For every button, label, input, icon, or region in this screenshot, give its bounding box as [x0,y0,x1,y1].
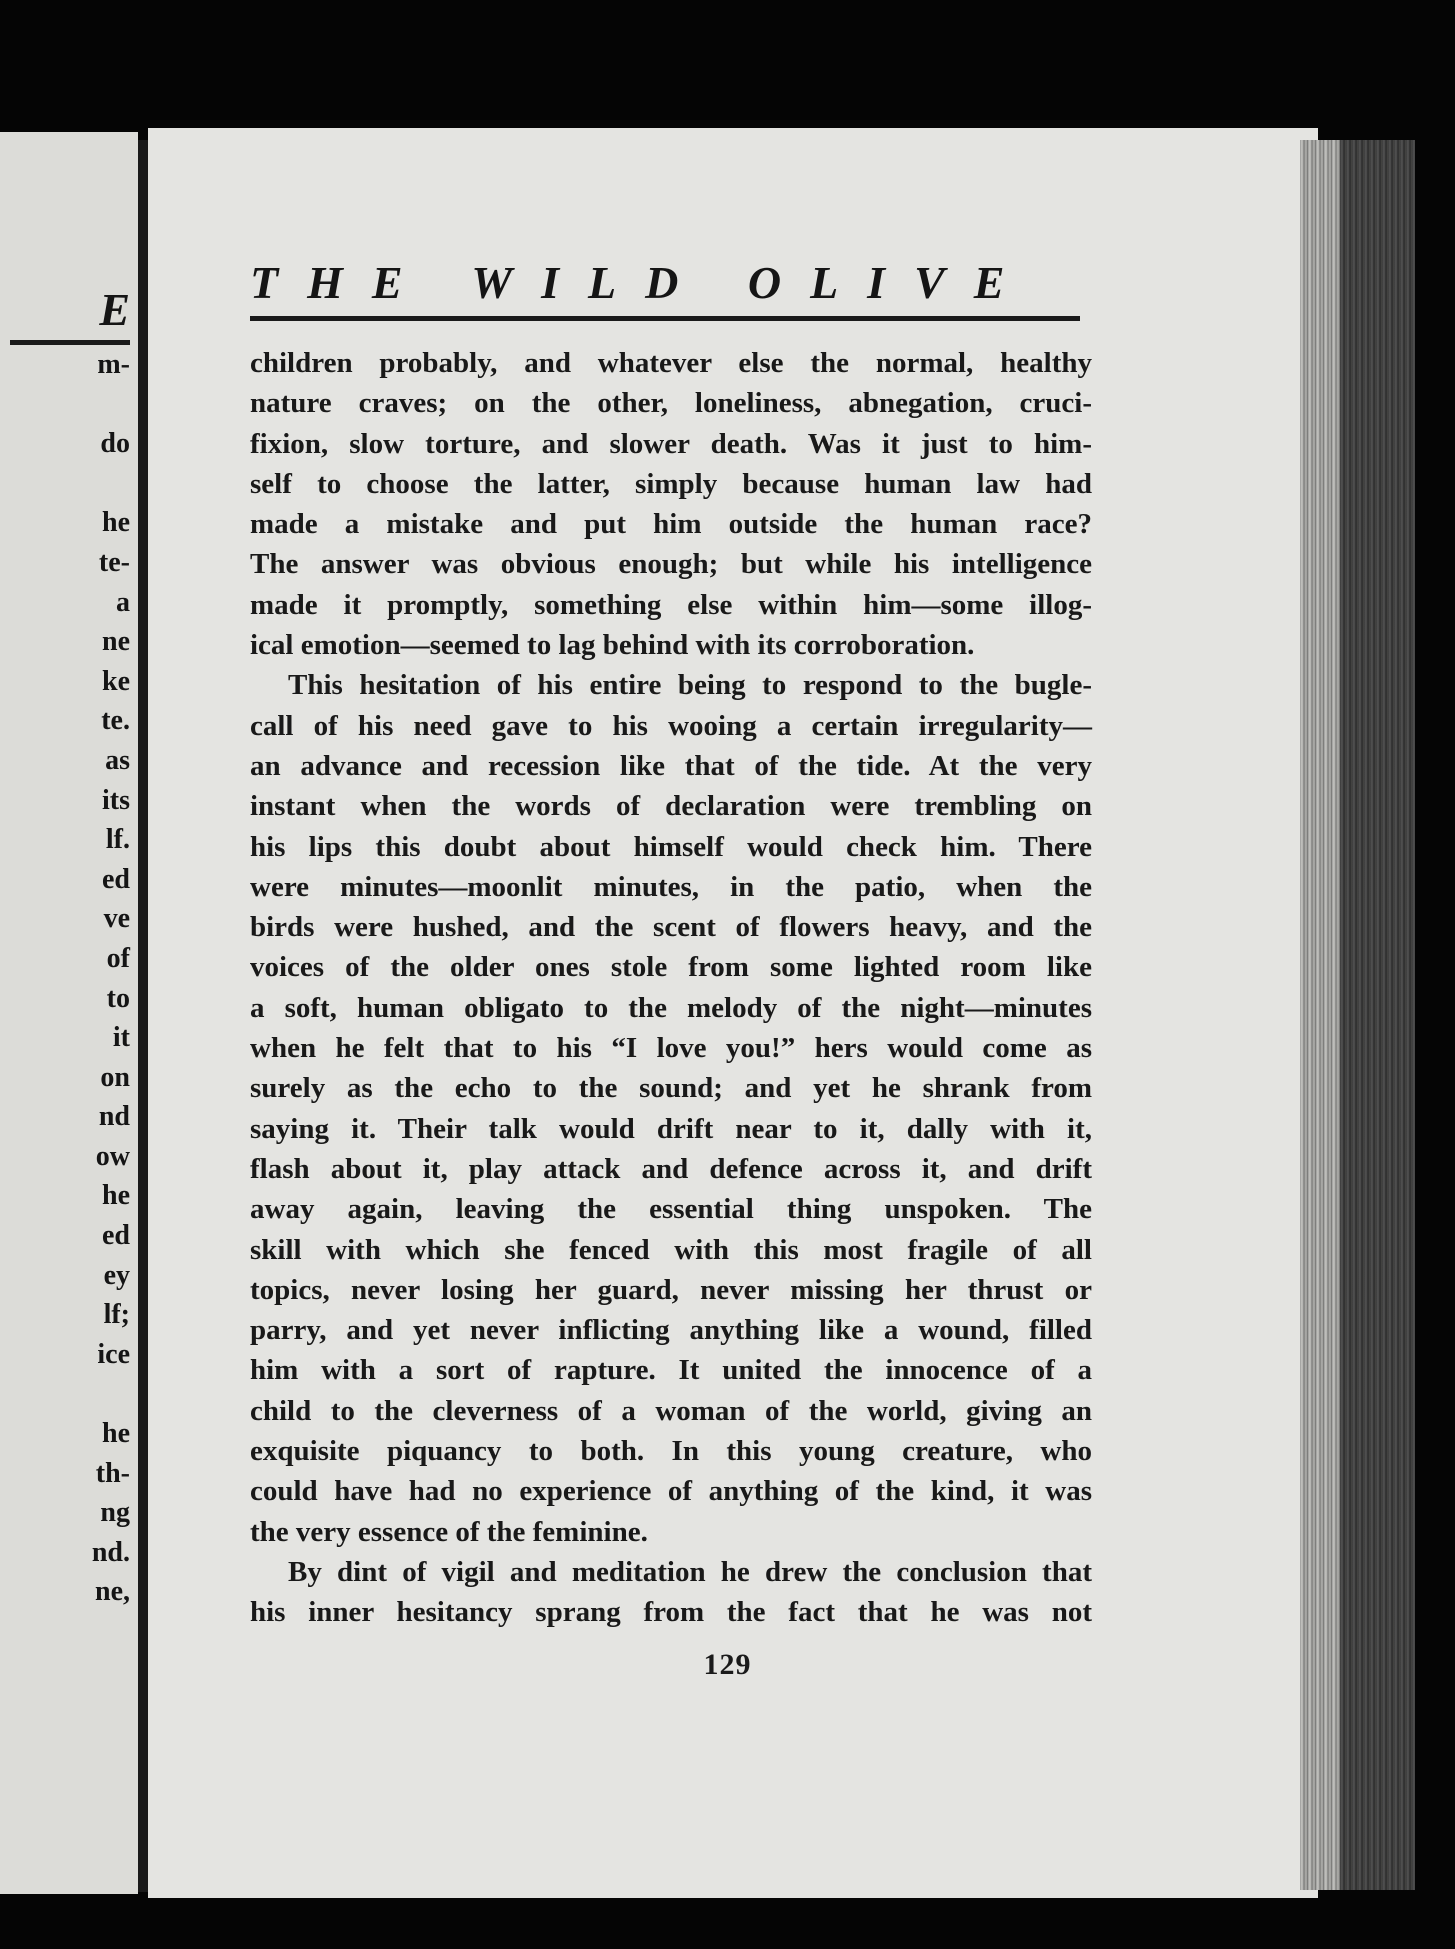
left-line-fragment: as [105,744,130,776]
text-line: ical emotion—seemed to lag behind with its corroboration. [250,629,975,662]
left-line-fragment: to [106,982,130,1014]
text-line: a soft, human obligato to the melody of the night—minutes [250,991,1092,1024]
left-line-fragment: nd. [91,1536,130,1568]
text-line: instant when the words of declaration were trembling on [250,790,1092,823]
running-head: THE WILD OLIVE [250,257,1034,308]
text-line: nature craves; on the other, loneliness, abnegation, cruci- [250,387,1092,420]
text-line: parry, and yet never inflicting anything like a wound, filled [250,1314,1092,1347]
text-line: his inner hesitancy sprang from the fact that he was not [250,1596,1092,1629]
running-head-rule [250,316,1080,321]
left-line-fragment: ed [102,863,130,895]
left-line-fragment: te. [101,705,130,737]
left-line-fragment: it [112,1022,130,1054]
left-line-fragment: ne [102,626,130,658]
text-line: the very essence of the feminine. [250,1515,648,1548]
left-line-fragment [10,385,130,425]
text-line: child to the cleverness of a woman of the world, giving an [250,1394,1092,1427]
page-number: 129 [703,1648,752,1681]
left-line-fragment: on [100,1061,130,1093]
text-line: birds were hushed, and the scent of flowers heavy, and the [250,911,1092,944]
left-line-fragment: m- [97,349,130,380]
text-line: children probably, and whatever else the normal, healthy [250,347,1092,379]
left-line-fragment: a [116,586,130,618]
left-line-fragment: do [100,428,130,460]
text-line: voices of the older ones stole from some lighted room like [250,951,1092,984]
left-line-fragment [10,1374,130,1414]
left-line-fragment: he [102,1180,130,1212]
text-line: away again, leaving the essential thing unspoken. The [250,1193,1092,1226]
body-text [250,343,1092,1633]
left-line-fragment: ng [100,1497,130,1529]
left-running-head: E [10,282,130,345]
page-edges-shadow [1340,140,1415,1890]
left-line-fragment: ey [103,1259,130,1291]
text-line: could have had no experience of anything of the kind, it was [250,1475,1092,1508]
text-line: topics, never losing her guard, never missing her thrust or [250,1273,1092,1306]
left-line-fragment: he [102,1418,130,1450]
text-line: call of his need gave to his wooing a certain irregularity— [250,709,1092,742]
left-page-fragment [0,132,138,1894]
text-line: flash about it, play attack and defence across it, and drift [250,1152,1092,1185]
left-line-fragment [10,464,130,504]
text-line: were minutes—moonlit minutes, in the patio, when the [250,870,1092,903]
text-line: exquisite piquancy to both. In this young creature, who [250,1435,1092,1468]
text-line: skill with which she fenced with this most fragile of all [250,1233,1092,1266]
left-line-fragment: te- [98,546,130,578]
text-line: surely as the echo to the sound; and yet he shrank from [250,1072,1092,1105]
text-line: self to choose the latter, simply because human law had [250,467,1092,500]
left-line-fragment: th- [95,1457,130,1489]
left-line-fragment: ne, [95,1576,130,1608]
left-line-fragment: ke [102,665,130,697]
left-page-text [10,282,130,1612]
left-line-fragment: lf; [103,1299,130,1331]
text-line: when he felt that to his “I love you!” hers would come as [250,1032,1092,1065]
left-line-fragment: lf. [105,824,130,856]
text-line: The answer was obvious enough; but while his intelligence [250,548,1092,581]
text-line: This hesitation of his entire being to respond to the bugle- [288,669,1092,702]
text-line: him with a sort of rapture. It united the innocence of a [250,1354,1092,1387]
left-line-fragment: he [102,507,130,539]
left-line-fragment: its [102,784,130,816]
left-line-fragment: ow [95,1140,130,1172]
text-line: made a mistake and put him outside the human race? [250,508,1092,541]
left-line-fragment: ve [103,903,130,935]
left-line-fragment: nd [98,1101,130,1133]
text-line: fixion, slow torture, and slower death. Was it just to him- [250,427,1092,460]
text-line: saying it. Their talk would drift near to it, dally with it, [250,1112,1092,1145]
text-line: made it promptly, something else within him—some illog- [250,588,1092,621]
text-line: an advance and recession like that of the tide. At the very [250,749,1092,782]
left-line-fragment: of [106,942,130,974]
left-line-fragment: ed [102,1220,130,1252]
left-line-fragment: ice [97,1338,130,1370]
text-line: By dint of vigil and meditation he drew the conclusion that [288,1555,1092,1588]
text-line: his lips this doubt about himself would check him. There [250,830,1092,863]
